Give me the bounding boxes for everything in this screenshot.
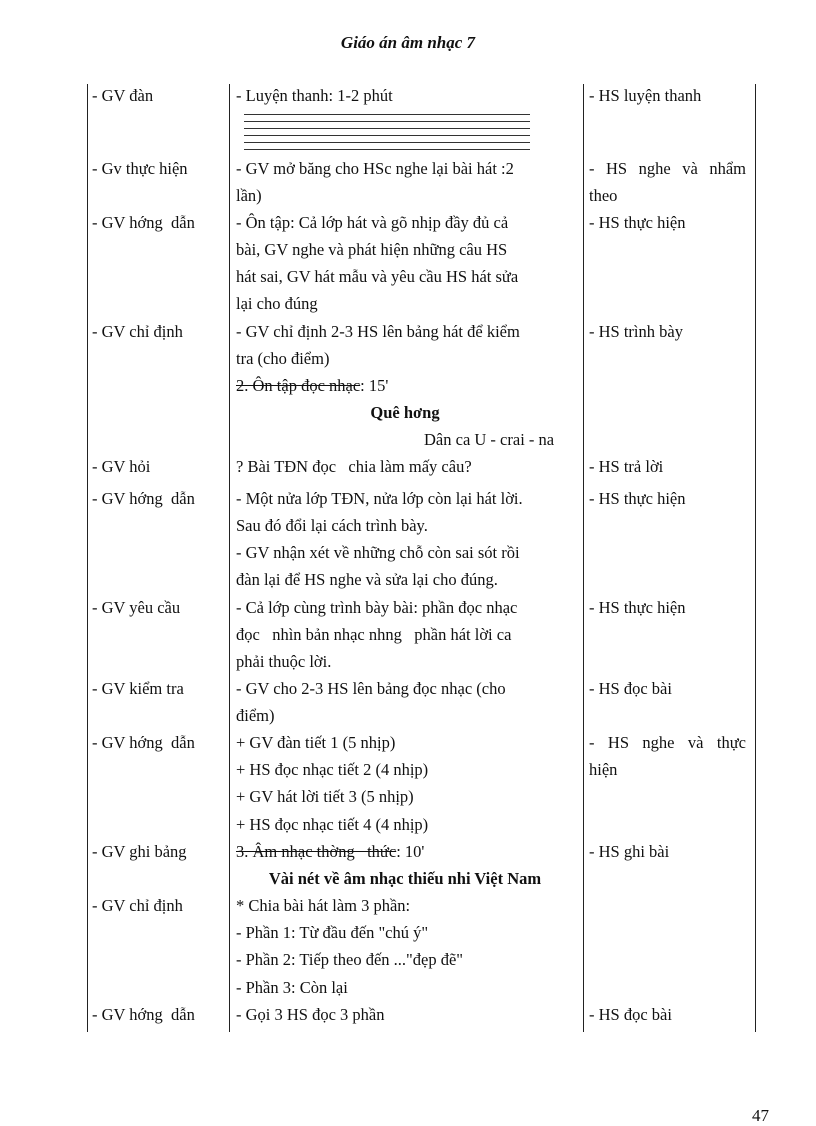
teacher-activity: - GV hớng dẫn <box>92 489 195 508</box>
student-activity: - HS đọc bài <box>589 679 672 698</box>
teacher-activity: - GV kiểm tra <box>92 679 184 698</box>
table-border-left <box>87 84 88 1032</box>
content-line: bài, GV nghe và phát hiện những câu HS <box>236 240 508 259</box>
content-line: - Luyện thanh: 1-2 phút <box>236 86 393 105</box>
content-line: lần) <box>236 186 262 205</box>
content-line: - Phần 1: Từ đầu đến "chú ý" <box>236 923 429 942</box>
teacher-activity: - GV đàn <box>92 86 154 105</box>
teacher-activity: - Gv thực hiện <box>92 159 188 178</box>
teacher-activity: - GV chỉ định <box>92 322 183 341</box>
student-activity: - HS trả lời <box>589 457 664 476</box>
topic-title: Vài nét về âm nhạc thiếu nhi Việt Nam <box>268 869 542 888</box>
student-activity: - HS thực hiện <box>589 213 686 232</box>
song-title: Quê hơng <box>370 403 440 422</box>
student-activity-cont: hiện <box>589 760 618 779</box>
table-divider-1 <box>229 84 230 1032</box>
content-line: - GV chỉ định 2-3 HS lên bảng hát để kiểm <box>236 322 520 341</box>
content-line: - Ôn tập: Cả lớp hát và gõ nhịp đầy đủ cả <box>236 213 509 232</box>
content-line: phải thuộc lời. <box>236 652 332 671</box>
content-line: - Cả lớp cùng trình bày bài: phần đọc nhạc <box>236 598 518 617</box>
student-activity: - HS trình bày <box>589 322 683 341</box>
student-activity: - HS thực hiện <box>589 598 686 617</box>
content-line: - GV mở băng cho HSc nghe lại bài hát :2 <box>236 159 514 178</box>
content-line: đàn lại để HS nghe và sửa lại cho đúng. <box>236 570 498 589</box>
teacher-activity: - GV hớng dẫn <box>92 733 195 752</box>
page-header: Giáo án âm nhạc 7 <box>340 33 476 52</box>
teacher-activity: - GV hỏi <box>92 457 151 476</box>
content-line: + HS đọc nhạc tiết 2 (4 nhịp) <box>236 760 429 779</box>
student-activity-cont: theo <box>589 186 618 205</box>
content-line: Sau đó đổi lại cách trình bày. <box>236 516 428 535</box>
content-line: - GV cho 2-3 HS lên bảng đọc nhạc (cho <box>236 679 506 698</box>
content-line: - Phần 2: Tiếp theo đến ..."đẹp đẽ" <box>236 950 464 969</box>
section-heading-2 <box>236 372 388 399</box>
section-heading-text: 2. Ôn tập đọc nhạc <box>236 376 361 395</box>
student-activity: - HS đọc bài <box>589 1005 672 1024</box>
teacher-activity: - GV hớng dẫn <box>92 1005 195 1024</box>
content-line: hát sai, GV hát mẫu và yêu cầu HS hát sửa <box>236 267 519 286</box>
content-line: - Gọi 3 HS đọc 3 phần <box>236 1005 385 1024</box>
content-line: ? Bài TĐN đọc chia làm mấy câu? <box>236 457 472 476</box>
content-line: * Chia bài hát làm 3 phần: <box>236 896 411 915</box>
student-activity: - HS nghe và thực <box>589 733 746 752</box>
student-activity: - HS ghi bài <box>589 842 670 861</box>
student-activity: - HS luyện thanh <box>589 86 702 105</box>
content-line: lại cho đúng <box>236 294 318 313</box>
page-number: 47 <box>752 1106 769 1125</box>
student-activity: - HS nghe và nhẩm <box>589 159 746 178</box>
content-line: tra (cho điểm) <box>236 349 330 368</box>
content-line: điểm) <box>236 706 275 725</box>
song-origin: Dân ca U - crai - na <box>424 430 555 449</box>
content-line: + GV đàn tiết 1 (5 nhịp) <box>236 733 396 752</box>
teacher-activity: - GV ghi bảng <box>92 842 187 861</box>
student-activity: - HS thực hiện <box>589 489 686 508</box>
content-line: - Phần 3: Còn lại <box>236 978 348 997</box>
section-heading-text: 3. Âm nhạc thờng thức <box>236 842 397 861</box>
teacher-activity: - GV yêu cầu <box>92 598 181 617</box>
table-border-right <box>755 84 756 1032</box>
content-line: - Một nửa lớp TĐN, nửa lớp còn lại hát lời. <box>236 489 523 508</box>
section-duration: : 10' <box>396 842 425 861</box>
content-line: - GV nhận xét về những chỗ còn sai sót rồi <box>236 543 520 562</box>
content-line: + HS đọc nhạc tiết 4 (4 nhịp) <box>236 815 429 834</box>
table-divider-2 <box>583 84 584 1032</box>
section-duration: : 15' <box>360 376 389 395</box>
content-line: đọc nhìn bản nhạc nhng phần hát lời ca <box>236 625 512 644</box>
section-heading-3 <box>236 838 424 865</box>
teacher-activity: - GV chỉ định <box>92 896 183 915</box>
content-line: + GV hát lời tiết 3 (5 nhịp) <box>236 787 414 806</box>
teacher-activity: - GV hớng dẫn <box>92 213 195 232</box>
